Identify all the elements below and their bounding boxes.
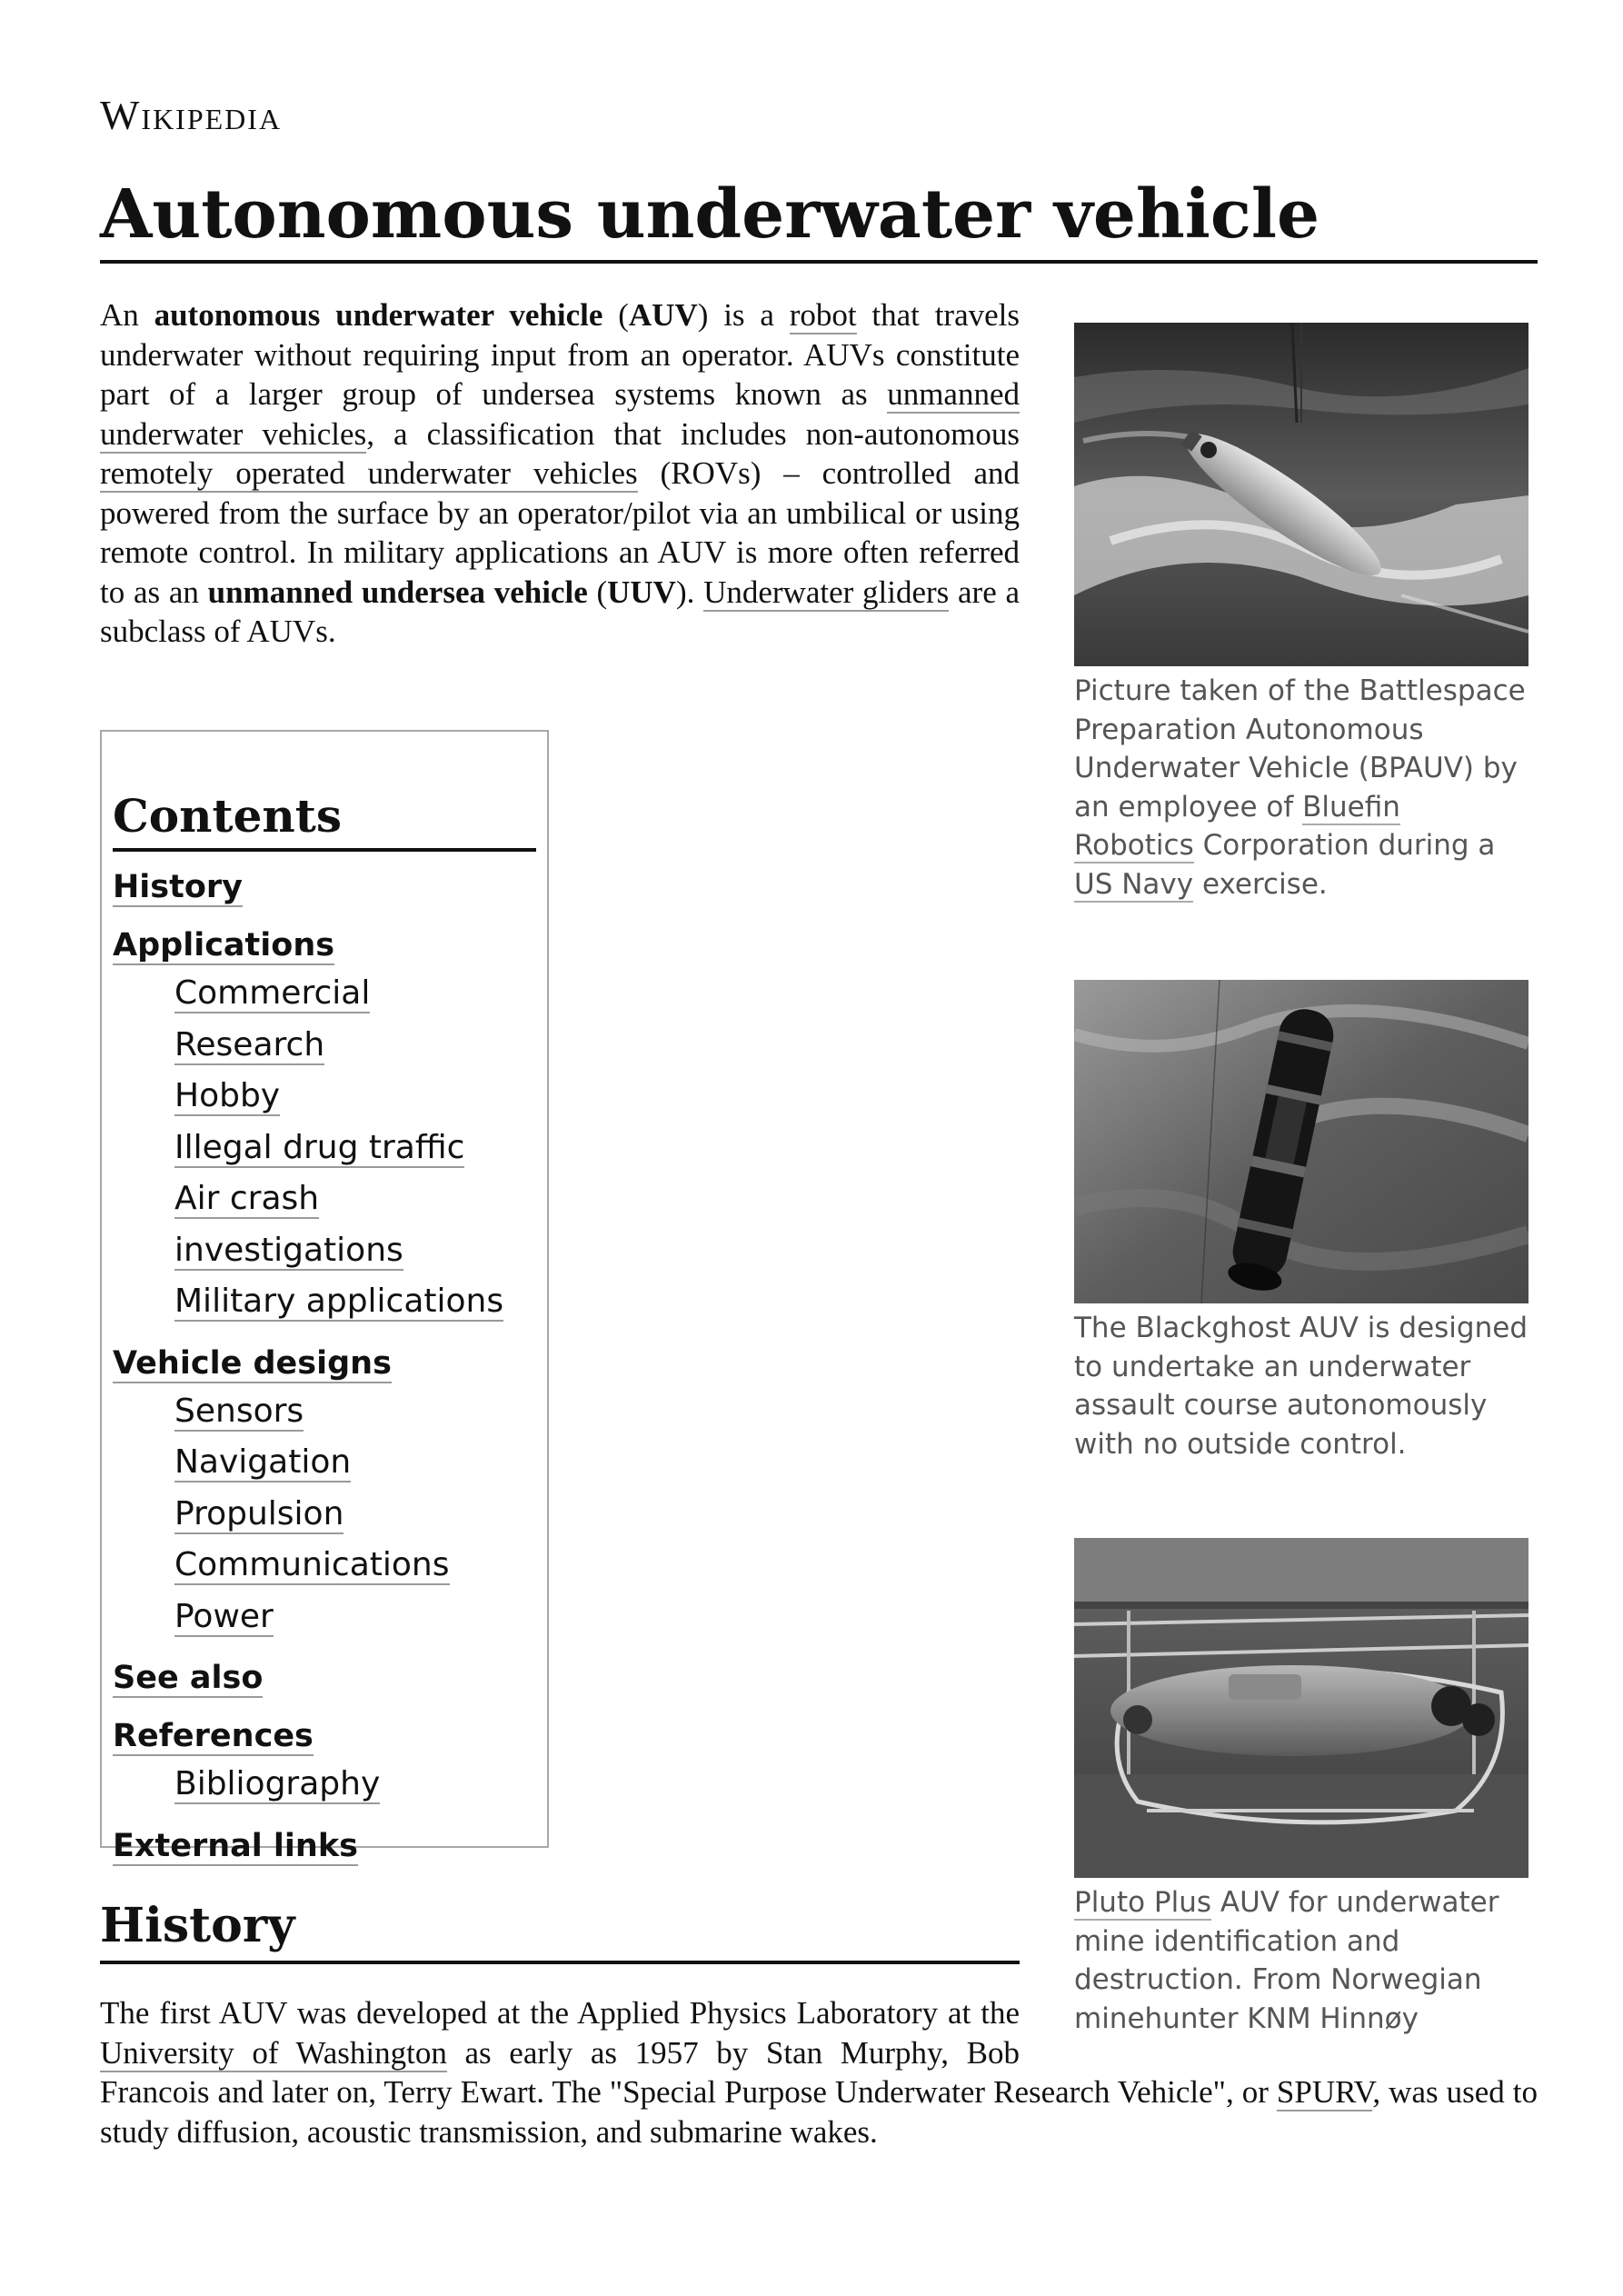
toc-link[interactable]: Vehicle designs — [113, 1344, 392, 1382]
figure-bpauv-caption: Picture taken of the Battlespace Preparation Autonomous Underwater Vehicle (BPAUV) by an employee of Bluefin Robotics Corporation during a US Navy exercise. — [1074, 674, 1526, 901]
toc-sublink[interactable]: Research — [174, 1025, 325, 1063]
article-page — [100, 0, 1538, 2296]
toc-sublink[interactable]: Power — [174, 1597, 274, 1635]
wiki-link[interactable]: Pluto Plus — [1074, 1886, 1212, 1919]
toc-sublink[interactable]: Commercial — [174, 974, 371, 1012]
bpauv-photo[interactable] — [1074, 323, 1528, 666]
toc-subitem — [174, 968, 536, 1020]
page-title: Autonomous underwater vehicle — [100, 171, 1538, 264]
toc-subitem — [174, 1123, 536, 1174]
toc-list — [113, 864, 536, 1869]
toc-subitem — [174, 1386, 536, 1438]
toc-item — [113, 1823, 536, 1869]
toc-subitem — [174, 1540, 536, 1592]
wiki-link[interactable]: unmanned underwater vehicles — [100, 376, 1020, 452]
wiki-link[interactable]: robot — [789, 297, 857, 333]
bold-term: unmanned undersea vehicle — [207, 574, 588, 610]
blackghost-photo[interactable] — [1074, 980, 1528, 1303]
wiki-link[interactable]: US Navy — [1074, 867, 1194, 901]
history-text: The first AUV was developed at the Applied Physics Laboratory at the University of Washington as early as 1957 by Stan Murphy, Bob Francois and later on, Terry Ewart. The "Special Purpose Underwater Research Vehicle", or SPURV, was used to study diffusion, acoustic transmission, and submarine wakes. — [100, 1995, 1538, 2150]
toc-link[interactable]: History — [113, 869, 243, 905]
toc-item — [113, 864, 536, 910]
toc-subitem — [174, 1437, 536, 1489]
wiki-link[interactable]: University of Washington — [100, 2034, 447, 2071]
toc-sublink[interactable]: Bibliography — [174, 1765, 381, 1802]
toc-item — [113, 923, 536, 1328]
toc-sublist — [113, 968, 536, 1328]
figure-bpauv — [1074, 323, 1528, 903]
toc-link[interactable]: See also — [113, 1660, 264, 1696]
figure-blackghost-caption: The Blackghost AUV is designed to undertake an underwater assault course autonomously with no outside control. — [1074, 1312, 1528, 1461]
toc-subitem — [174, 1173, 536, 1276]
toc-subitem — [174, 1276, 536, 1328]
toc-sublink[interactable]: Military applications — [174, 1283, 504, 1320]
wiki-link[interactable]: Bluefin Robotics — [1074, 790, 1400, 862]
toc-link[interactable]: External links — [113, 1827, 358, 1864]
bold-term: UUV — [607, 574, 676, 610]
toc-subitem — [174, 1489, 536, 1541]
toc-sublist — [113, 1759, 536, 1811]
toc-sublink[interactable]: Sensors — [174, 1392, 304, 1430]
table-of-contents — [100, 730, 549, 1864]
toc-subitem — [174, 1071, 536, 1123]
lead-paragraph: An autonomous underwater vehicle (AUV) is a robot that travels underwater without requiring input from an operator. AUVs constitute part of a larger group of undersea systems known as unmanned underwater vehicles, a classification that includes non-autonomous remotely operated underwater vehicles (ROVs) – controlled and powered from the surface by an operator/pilot via an umbilical or using remote control. In military applications an AUV is more often referred to as an unmanned undersea vehicle (UUV). Underwater gliders are a subclass of AUVs. — [100, 297, 1021, 649]
section-heading-history: History — [100, 1893, 1020, 1964]
toc-title: Contents — [113, 786, 536, 852]
wiki-link[interactable]: SPURV — [1276, 2074, 1373, 2110]
figure-pluto-plus — [1074, 1538, 1528, 2038]
toc-item — [113, 1655, 536, 1701]
toc-sublink[interactable]: Illegal drug traffic — [174, 1128, 465, 1166]
wiki-link[interactable]: remotely operated underwater vehicles — [100, 455, 638, 491]
bold-term: autonomous underwater vehicle — [154, 297, 603, 333]
toc-sublink[interactable]: Propulsion — [174, 1494, 344, 1532]
toc-subitem — [174, 1592, 536, 1643]
toc-link[interactable]: References — [113, 1718, 314, 1754]
figure-blackghost — [1074, 980, 1528, 1463]
toc-subitem — [174, 1759, 536, 1811]
pluto-plus-photo[interactable] — [1074, 1538, 1528, 1878]
toc-sublink[interactable]: Navigation — [174, 1443, 352, 1481]
toc-item — [113, 1713, 536, 1811]
toc-sublist — [113, 1386, 536, 1643]
wikipedia-wordmark[interactable]: Wikipedia — [100, 92, 283, 138]
toc-link[interactable]: Applications — [113, 927, 335, 963]
wiki-link[interactable]: Underwater gliders — [703, 574, 950, 610]
toc-item — [113, 1341, 536, 1643]
toc-sublink[interactable]: Communications — [174, 1546, 450, 1583]
figure-pluto-plus-caption: Pluto Plus AUV for underwater mine identification and destruction. From Norwegian minehunter KNM Hinnøy — [1074, 1886, 1499, 2035]
toc-sublink[interactable]: Air crash investigations — [174, 1180, 403, 1269]
bold-term: AUV — [628, 297, 698, 333]
toc-subitem — [174, 1020, 536, 1072]
toc-sublink[interactable]: Hobby — [174, 1077, 281, 1114]
